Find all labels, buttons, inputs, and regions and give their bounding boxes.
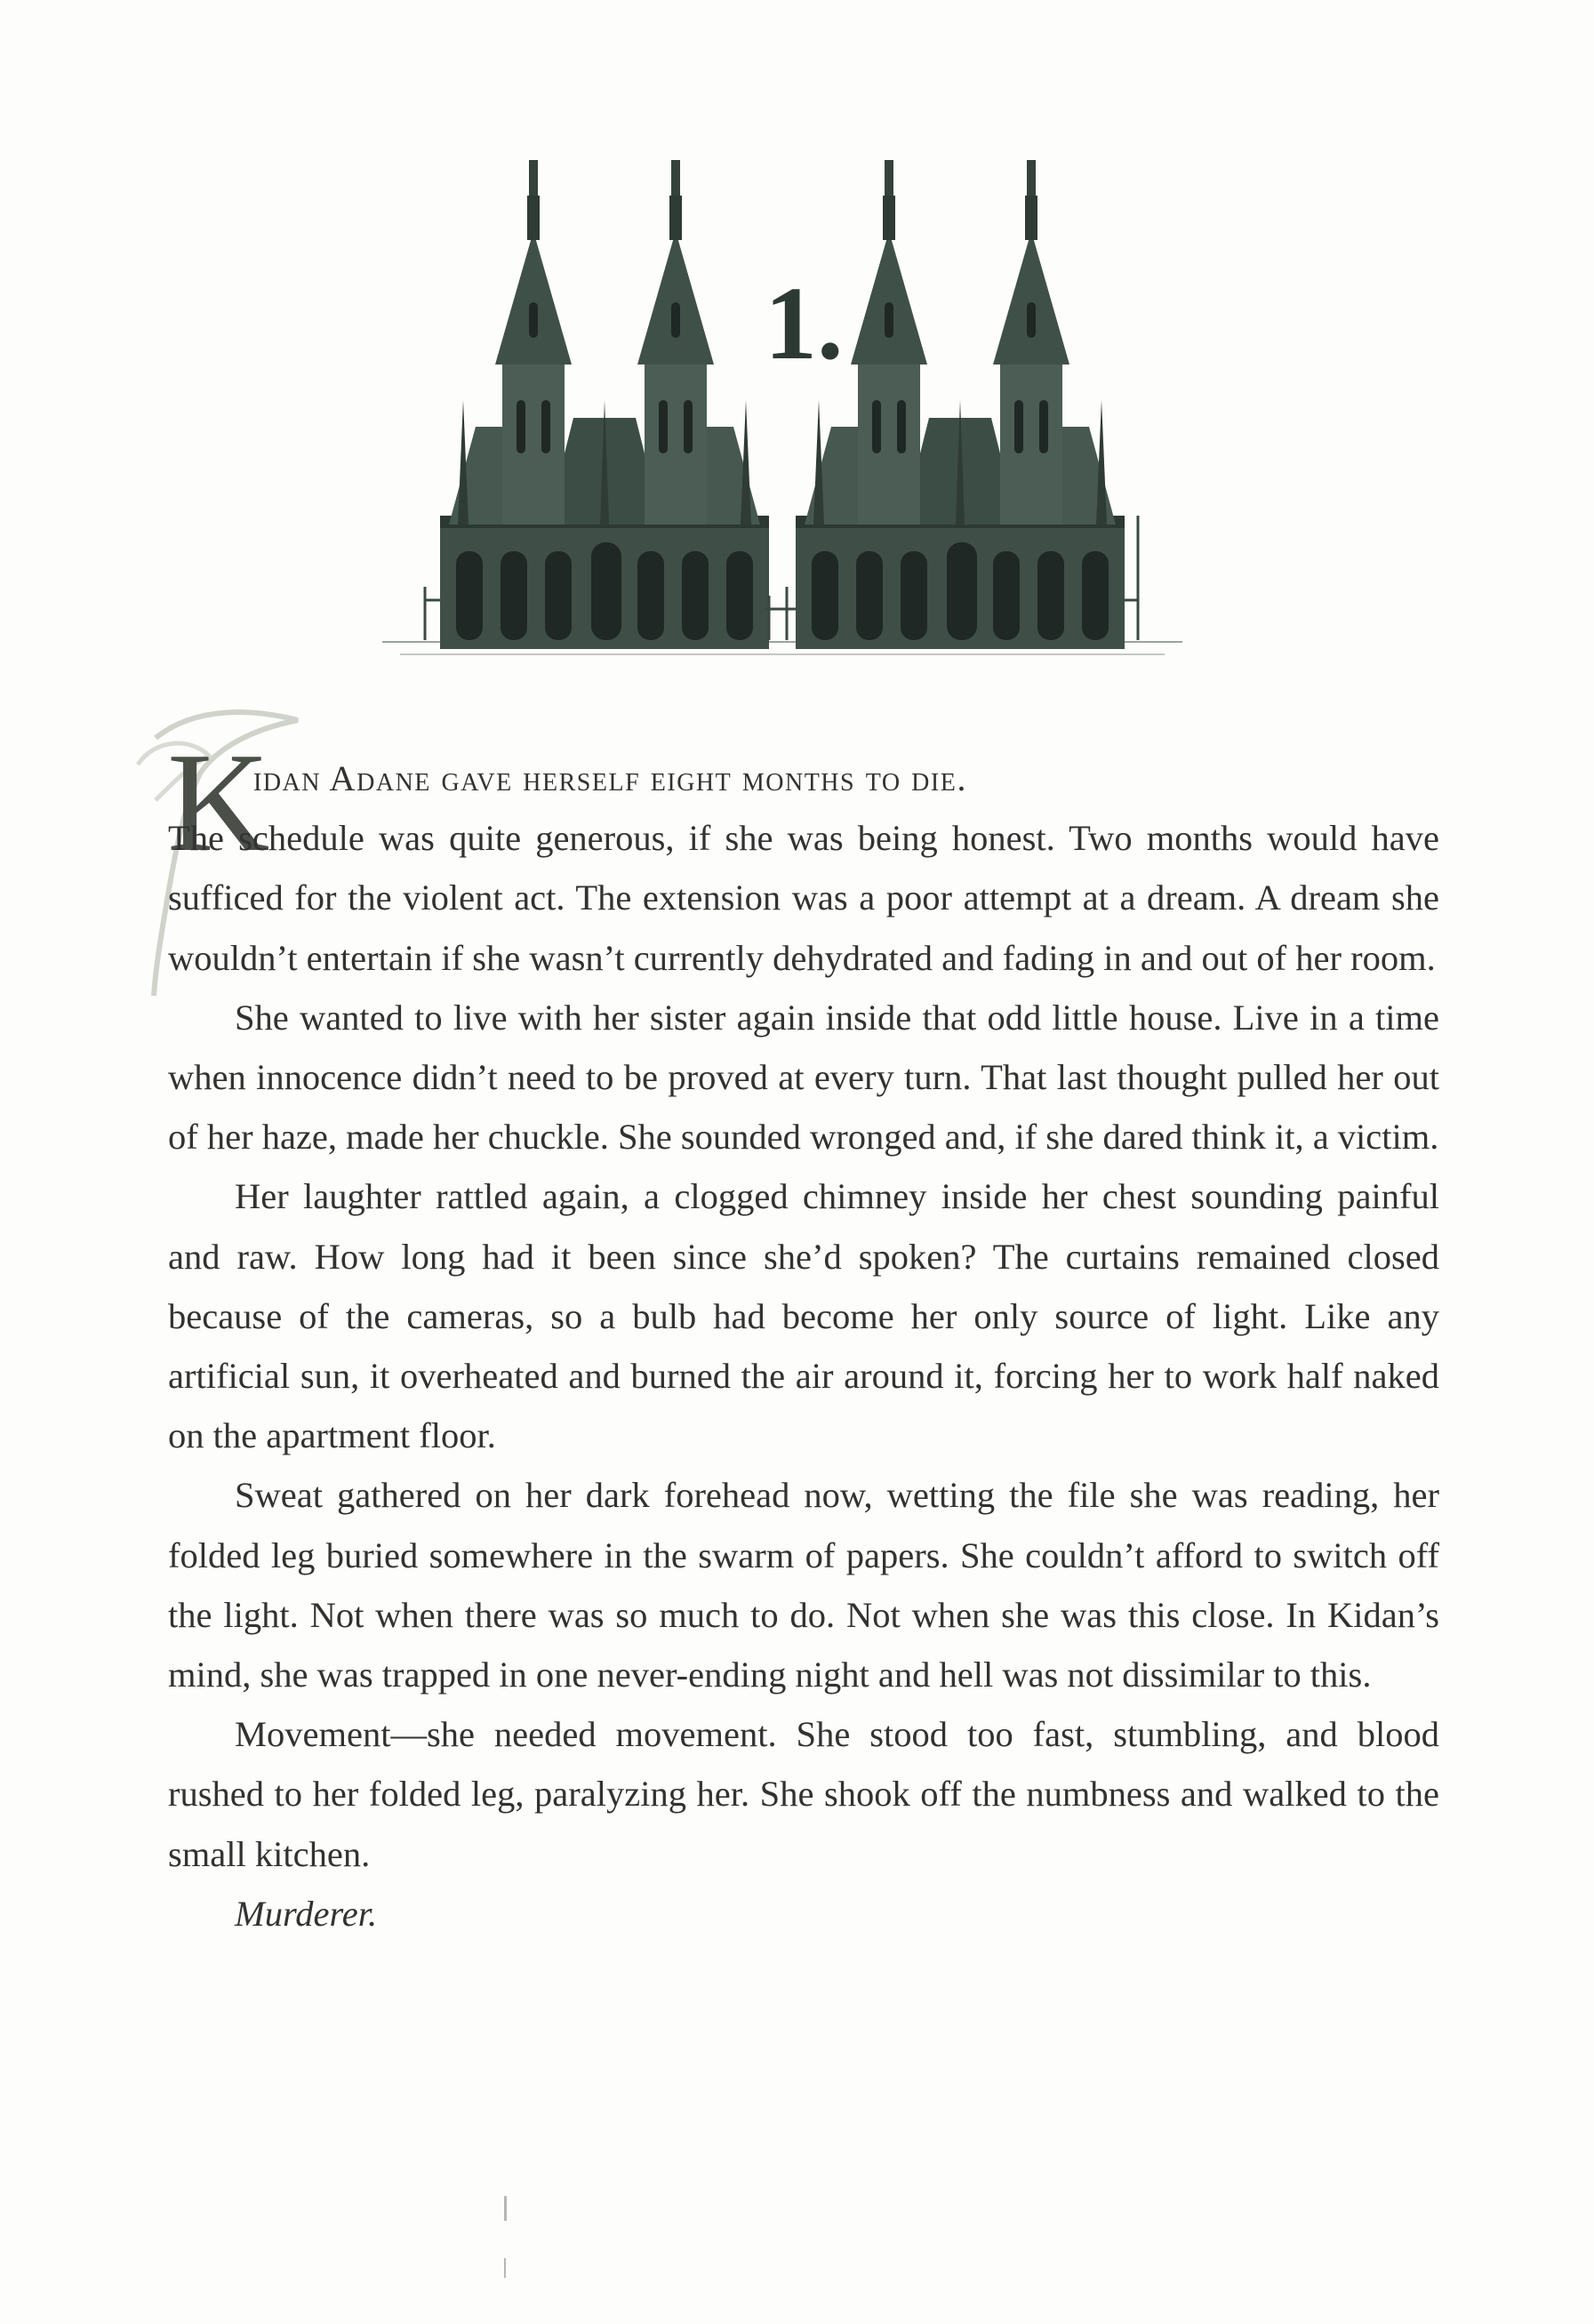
closing-italic-line: Murderer.: [235, 1893, 378, 1934]
paragraph-4: Sweat gathered on her dark forehead now, wetting the file she was reading, her folded leg buried somewhere in the swarm of papers. She couldn’t afford to switch off the light. Not when there was so much to do. Not when she was this close. In Kidan’s mind, she was trapped in one never-ending night and hell was not dissimilar to this.: [168, 1475, 1439, 1695]
body-text: [168, 749, 1439, 1943]
paragraph-2: She wanted to live with her sister again inside that odd little house. Live in a time when innocence didn’t need to be proved at every turn. That last thought pulled her out of her haze, made her chuckle. She sounded wronged and, if she dared think it, a victim.: [168, 997, 1439, 1158]
paragraph-3: Her laughter rattled again, a clogged chimney inside her chest sounding painful and raw. How long had it been since she’d spoken? The curtains remained closed because of the cameras, so a bulb had become her only source of light. Like any artificial sun, it overheated and burned the air around it, forcing her to work half naked on the apartment floor.: [168, 1176, 1439, 1456]
scan-mark: [504, 2258, 506, 2278]
paragraph-5: Movement—she needed movement. She stood too fast, stumbling, and blood rushed to her folded leg, paralyzing her. She shook off the numbness and walked to the small kitchen.: [168, 1714, 1439, 1874]
drop-cap-letter: K: [167, 723, 270, 881]
cathedral-illustration: [373, 160, 1191, 676]
first-paragraph: The schedule was quite generous, if she was being honest. Two months would have sufficed for the violent act. The extension was a poor attempt at a dream. A dream she wouldn’t entertain if she wasn’t currently dehydrated and fading in and out of her room.: [168, 818, 1439, 978]
chapter-number: 1.: [765, 265, 844, 381]
opening-small-caps-line: idan Adane gave herself eight months to die.: [253, 758, 967, 798]
scan-mark: [504, 2196, 507, 2221]
